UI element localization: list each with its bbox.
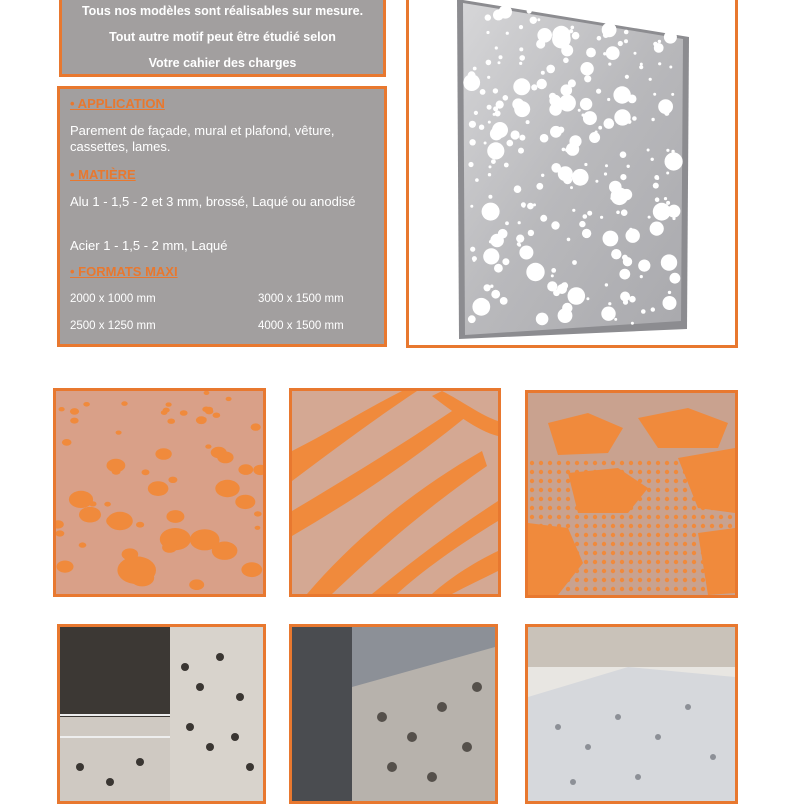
matiere-acier-text: Acier 1 - 1,5 - 2 mm, Laqué [70,238,228,253]
organic-wave-pattern-image [289,388,501,597]
application-heading: • APPLICATION [70,96,165,111]
facade-installation-photo-2 [289,624,498,804]
application-text: Parement de façade, mural et plafond, vêture, cassettes, lames. [70,123,335,154]
format-size: 4000 x 1500 mm [258,320,344,332]
matiere-heading: • MATIÈRE [70,167,136,182]
perforated-panel-image [406,0,738,348]
copper-circles-pattern-image [53,388,266,597]
formats-heading: • FORMATS MAXI [70,264,178,279]
honeycomb-perforated-pattern-image [525,390,738,598]
custom-design-banner [59,0,386,77]
format-size: 2000 x 1000 mm [70,293,156,305]
format-size: 3000 x 1500 mm [258,293,344,305]
banner-line-3: Votre cahier des charges [148,56,297,70]
facade-installation-photo-3 [525,624,738,804]
banner-line-2: Tout autre motif peut être étudié selon [109,30,336,44]
specifications-panel [57,86,387,347]
banner-line-1: Tous nos modèles sont réalisables sur mesure. [81,4,364,18]
matiere-alu-text: Alu 1 - 1,5 - 2 et 3 mm, brossé, Laqué ou anodisé [70,194,356,209]
format-size: 2500 x 1250 mm [70,320,156,332]
facade-installation-photo-1 [57,624,266,804]
